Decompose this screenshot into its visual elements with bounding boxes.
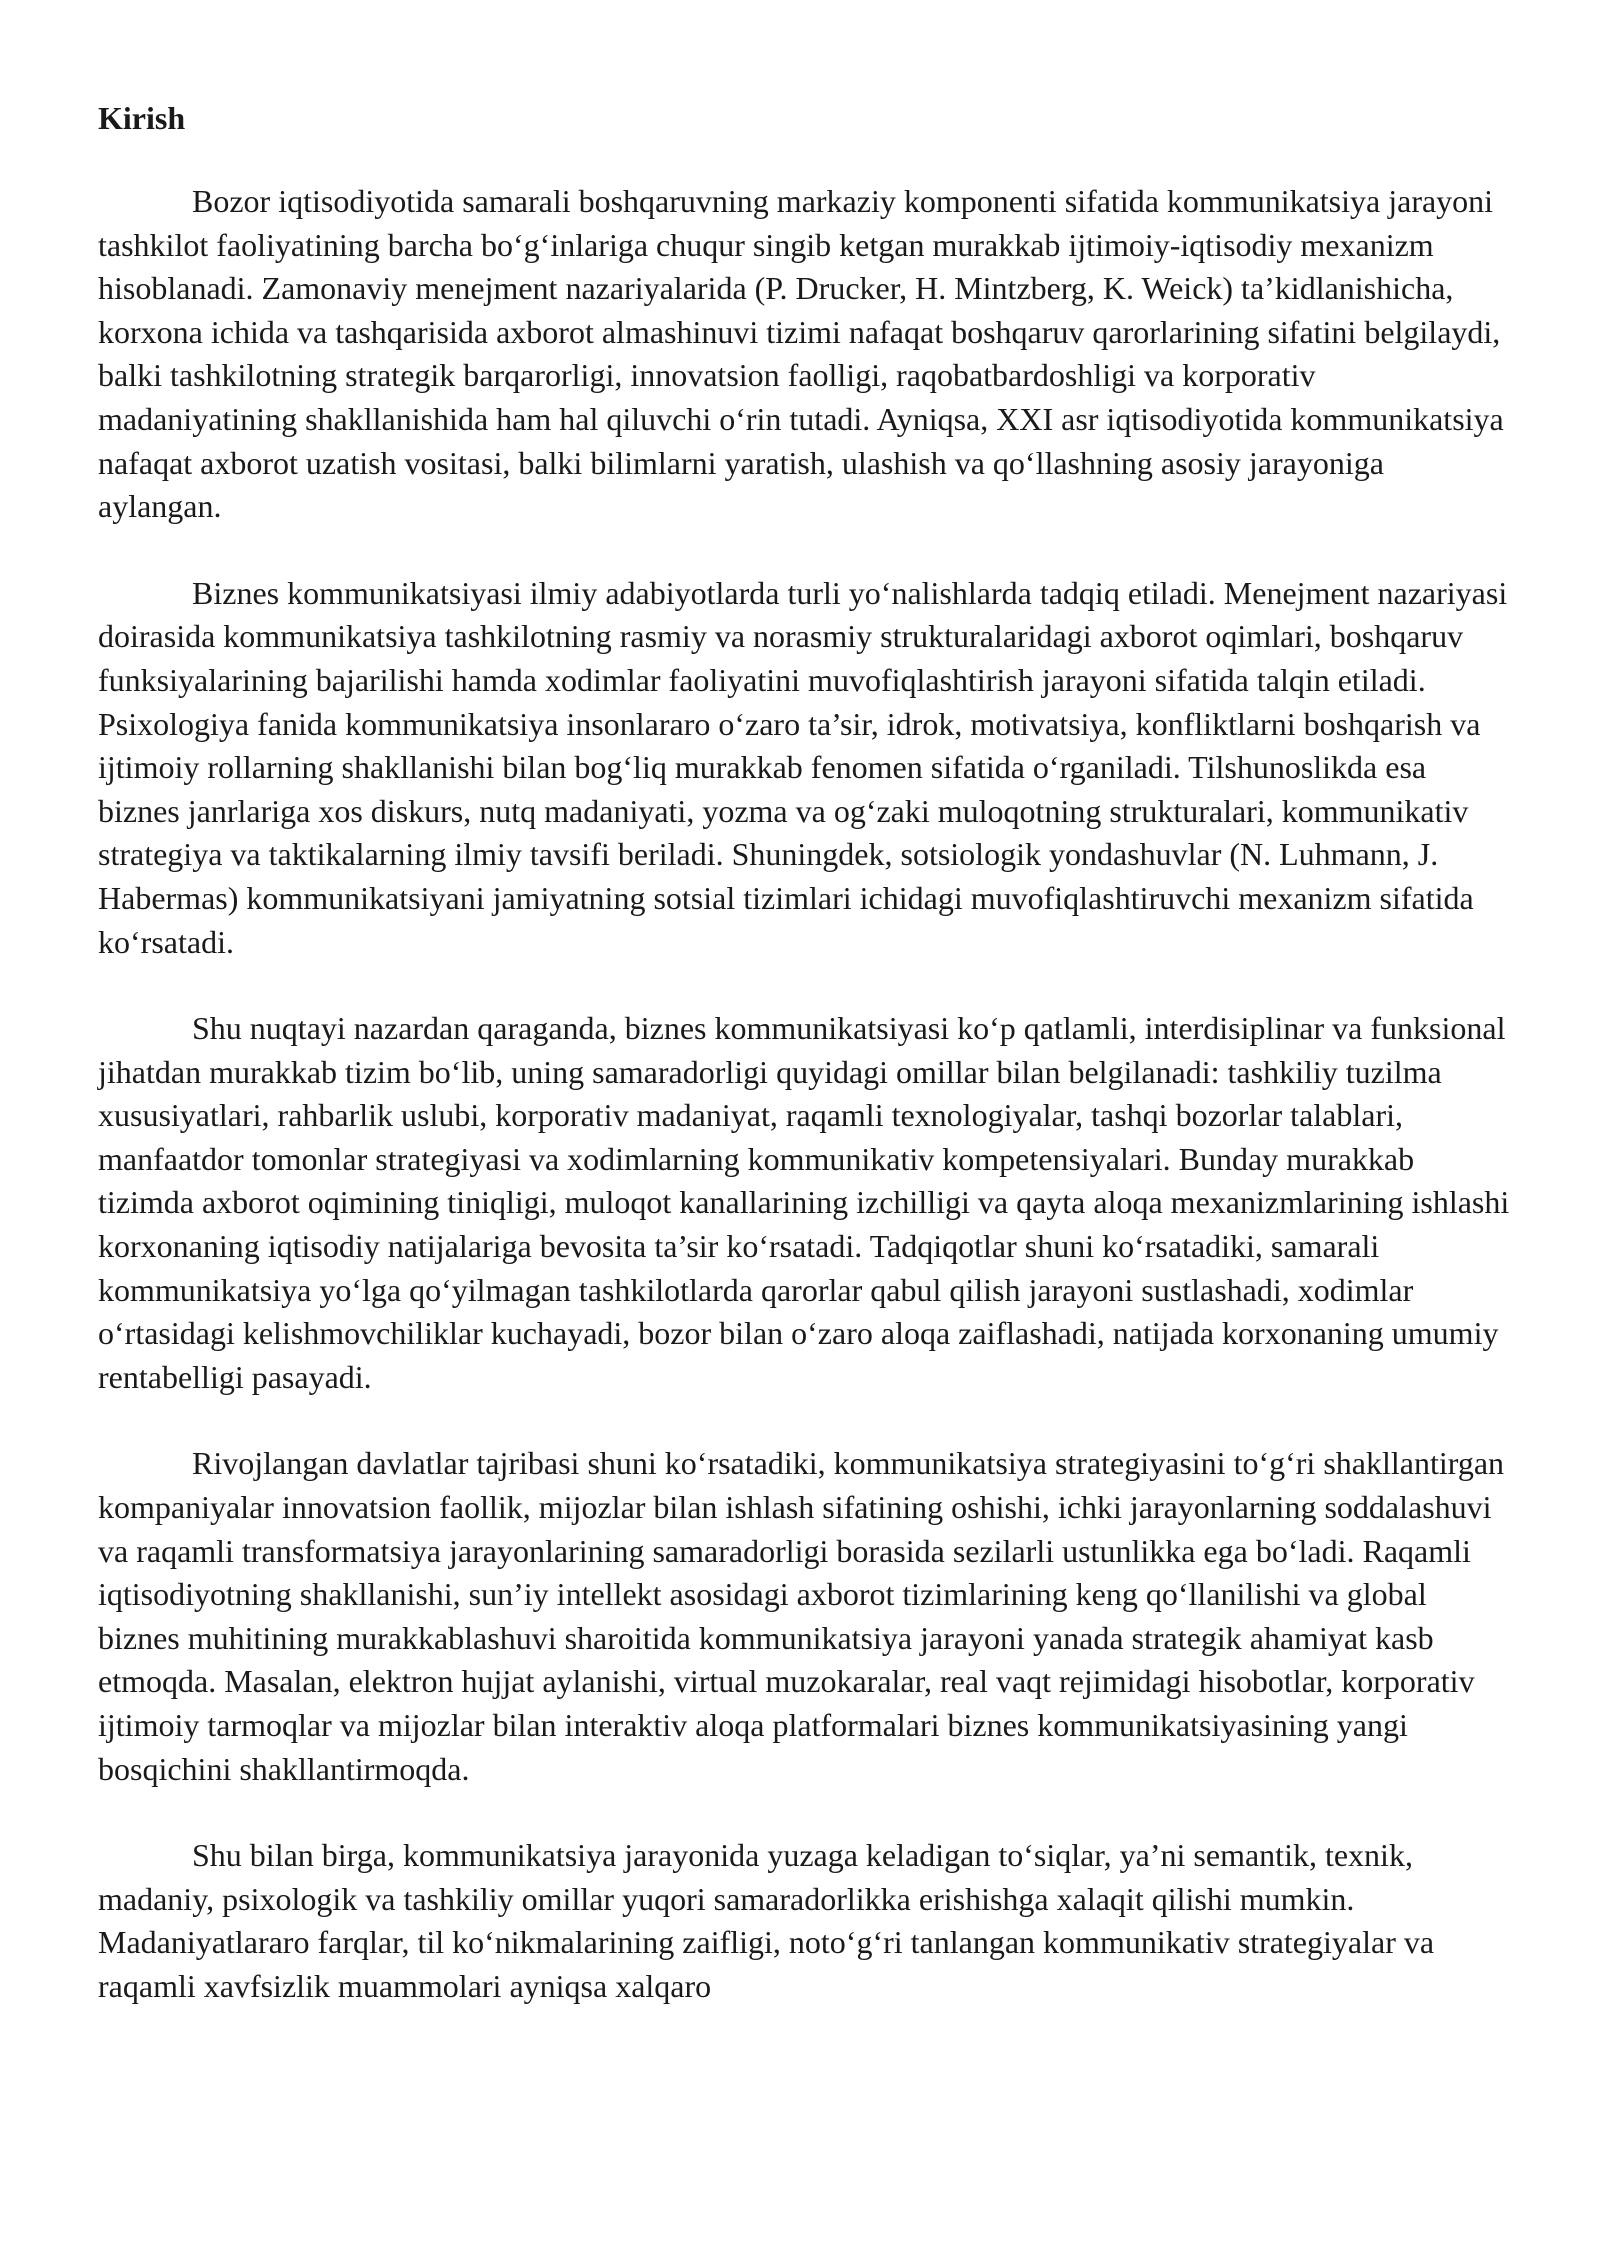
paragraph-5: Shu bilan birga, kommunikatsiya jarayonida yuzaga keladigan to‘siqlar, ya’ni semantik, texnik, madaniy, psixologik va tashkiliy omillar yuqori samaradorlikka erishishga xalaqit qilishi mumkin. Madaniyatlararo farqlar, til ko‘nikmalarining zaifligi, noto‘g‘ri tanlangan kommunikativ strategiyalar va raqamli xavfsizlik muammolari ayniqsa xalqaro	[98, 1837, 1435, 2004]
paragraph-2: Biznes kommunikatsiyasi ilmiy adabiyotlarda turli yo‘nalishlarda tadqiq etiladi. Menejment nazariyasi doirasida kommunikatsiya tashkilotning rasmiy va norasmiy strukturalaridagi axborot oqimlari, boshqaruv funksiyalarining bajarilishi hamda xodimlar faoliyatini muvofiqlashtirish jarayoni sifatida talqin etiladi. Psixologiya fanida kommunikatsiya insonlararo o‘zaro ta’sir, idrok, motivatsiya, konfliktlarni boshqarish va ijtimoiy rollarning shakllanishi bilan bog‘liq murakkab fenomen sifatida o‘rganiladi. Tilshunoslikda esa biznes janrlariga xos diskurs, nutq madaniyati, yozma va og‘zaki muloqotning strukturalari, kommunikativ strategiya va taktikalarning ilmiy tavsifi beriladi. Shuningdek, sotsiologik yondashuvlar (N. Luhmann, J. Habermas) kommunikatsiyani jamiyatning sotsial tizimlari ichidagi muvofiqlashtiruvchi mexanizm sifatida ko‘rsatadi.	[98, 574, 1508, 960]
paragraph-4: Rivojlangan davlatlar tajribasi shuni ko‘rsatadiki, kommunikatsiya strategiyasini to‘g‘ri shakllantirgan kompaniyalar innovatsion faollik, mijozlar bilan ishlash sifatining oshishi, ichki jarayonlarning soddalashuvi va raqamli transformatsiya jarayonlarining samaradorligi borasida sezilarli ustunlikka ega bo‘ladi. Raqamli iqtisodiyotning shakllanishi, sun’iy intellekt asosidagi axborot tizimlarining keng qo‘llanilishi va global biznes muhitining murakkablashuvi sharoitida kommunikatsiya jarayoni yanada strategik ahamiyat kasb etmoqda. Masalan, elektron hujjat aylanishi, virtual muzokaralar, real vaqt rejimidagi hisobotlar, korporativ ijtimoiy tarmoqlar va mijozlar bilan interaktiv aloqa platformalari biznes kommunikatsiyasining yangi bosqichini shakllantirmoqda.	[98, 1445, 1505, 1787]
section-heading: Kirish	[98, 100, 186, 136]
paragraph-1: Bozor iqtisodiyotida samarali boshqaruvning markaziy komponenti sifatida kommunikatsiya jarayoni tashkilot faoliyatining barcha bo‘g‘inlariga chuqur singib ketgan murakkab ijtimoiy-iqtisodiy mexanizm hisoblanadi. Zamonaviy menejment nazariyalarida (P. Drucker, H. Mintzberg, K. Weick) ta’kidlanishicha, korxona ichida va tashqarisida axborot almashinuvi tizimi nafaqat boshqaruv qarorlarining sifatini belgilaydi, balki tashkilotning strategik barqarorligi, innovatsion faolligi, raqobatbardoshligi va korporativ madaniyatining shakllanishida ham hal qiluvchi o‘rin tutadi. Ayniqsa, XXI asr iqtisodiyotida kommunikatsiya nafaqat axborot uzatish vositasi, balki bilimlarni yaratish, ulashish va qo‘llashning asosiy jarayoniga aylangan.	[98, 183, 1504, 525]
document-page	[98, 96, 1510, 2009]
paragraph-3: Shu nuqtayi nazardan qaraganda, biznes kommunikatsiyasi ko‘p qatlamli, interdisiplinar va funksional jihatdan murakkab tizim bo‘lib, uning samaradorligi quyidagi omillar bilan belgilanadi: tashkiliy tuzilma xususiyatlari, rahbarlik uslubi, korporativ madaniyat, raqamli texnologiyalar, tashqi bozorlar talablari, manfaatdor tomonlar strategiyasi va xodimlarning kommunikativ kompetensiyalari. Bunday murakkab tizimda axborot oqimining tiniqligi, muloqot kanallarining izchilligi va qayta aloqa mexanizmlarining ishlashi korxonaning iqtisodiy natijalariga bevosita ta’sir ko‘rsatadi. Tadqiqotlar shuni ko‘rsatadiki, samarali kommunikatsiya yo‘lga qo‘yilmagan tashkilotlarda qarorlar qabul qilish jarayoni sustlashadi, xodimlar o‘rtasidagi kelishmovchiliklar kuchayadi, bozor bilan o‘zaro aloqa zaiflashadi, natijada korxonaning umumiy rentabelligi pasayadi.	[98, 1010, 1510, 1395]
